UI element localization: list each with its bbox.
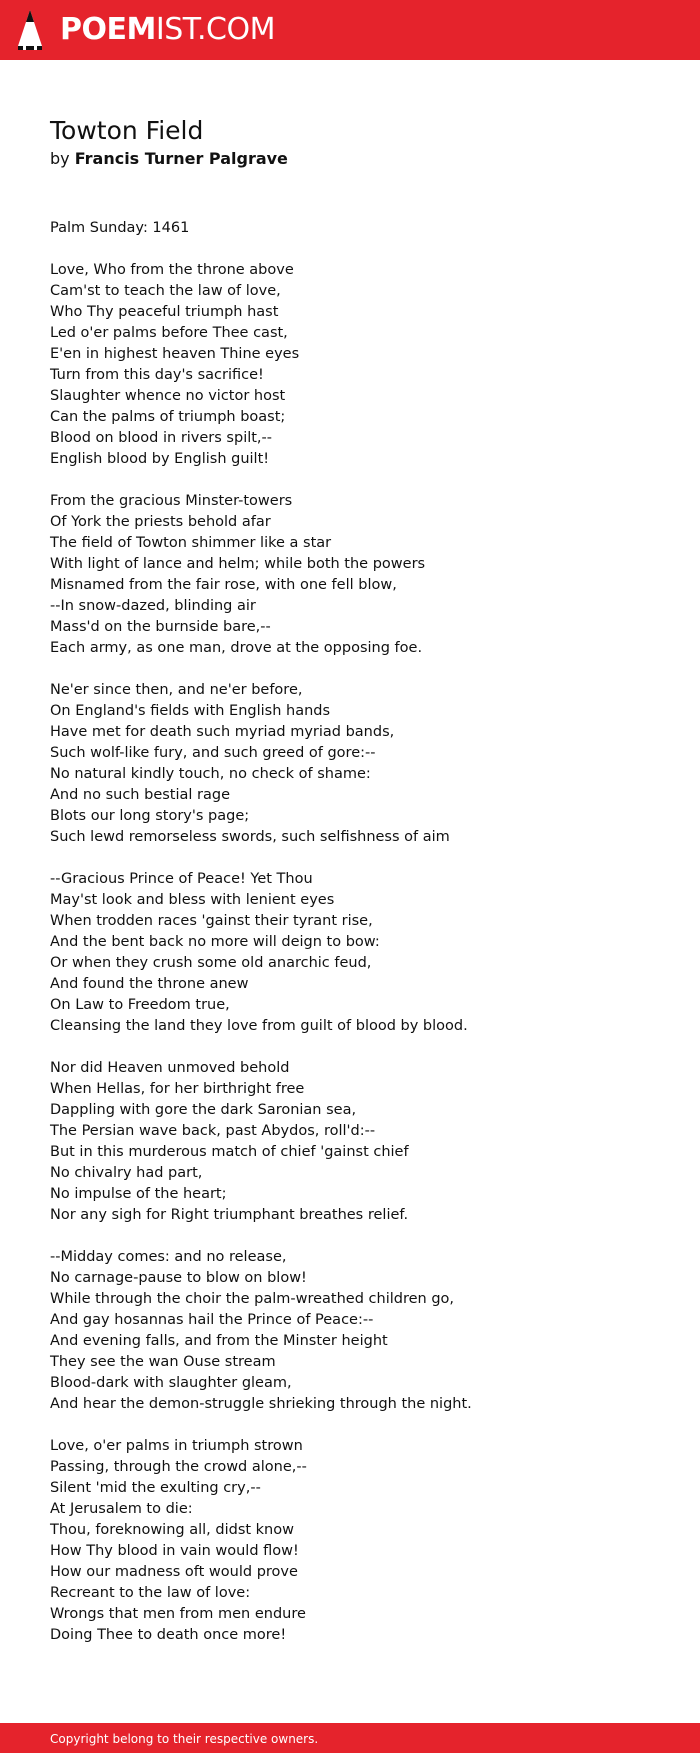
poem-line: On England's fields with English hands: [50, 703, 331, 719]
site-footer: [0, 1723, 700, 1753]
poem-line: Such lewd remorseless swords, such selfishness of aim: [50, 829, 450, 845]
poem-line: No chivalry had part,: [50, 1165, 203, 1181]
poem-author[interactable]: Francis Turner Palgrave: [74, 149, 288, 168]
poem-line: Dappling with gore the dark Saronian sea,: [50, 1102, 357, 1118]
poem-line: They see the wan Ouse stream: [50, 1354, 276, 1370]
poem-line: Love, o'er palms in triumph strown: [50, 1438, 303, 1454]
poem-line: No impulse of the heart;: [50, 1186, 227, 1202]
logo-brand-bold: POEM: [60, 12, 156, 47]
poem-line: Love, Who from the throne above: [50, 262, 294, 278]
stanza-break: [50, 1226, 670, 1247]
copyright-text: Copyright belong to their respective owners.: [50, 1732, 319, 1746]
poem-line: --Gracious Prince of Peace! Yet Thou: [50, 871, 313, 887]
poem-line: Blood-dark with slaughter gleam,: [50, 1375, 292, 1391]
poem-byline: [50, 147, 288, 171]
poem-line: Passing, through the crowd alone,--: [50, 1459, 307, 1475]
poem-line: Of York the priests behold afar: [50, 514, 271, 530]
poem-line: Have met for death such myriad myriad bands,: [50, 724, 395, 740]
poem-line: The Persian wave back, past Abydos, roll'd:--: [50, 1123, 376, 1139]
poem-line: Turn from this day's sacrifice!: [50, 367, 264, 383]
poem-line: Blood on blood in rivers spilt,--: [50, 430, 273, 446]
poem-line: No natural kindly touch, no check of shame:: [50, 766, 371, 782]
poem-line: Recreant to the law of love:: [50, 1585, 251, 1601]
poem-line: With light of lance and helm; while both the powers: [50, 556, 426, 572]
poem-line: May'st look and bless with lenient eyes: [50, 892, 335, 908]
poem-stanza: [50, 260, 670, 470]
poem-line: And gay hosannas hail the Prince of Peace:--: [50, 1312, 374, 1328]
poem-line: But in this murderous match of chief 'gainst chief: [50, 1144, 409, 1160]
poem-line: E'en in highest heaven Thine eyes: [50, 346, 300, 362]
site-logo[interactable]: [60, 11, 275, 49]
poem-line: How Thy blood in vain would flow!: [50, 1543, 299, 1559]
poem-line: Blots our long story's page;: [50, 808, 250, 824]
poem-line: Led o'er palms before Thee cast,: [50, 325, 288, 341]
stanza-break: [50, 1415, 670, 1436]
poem-line: Nor did Heaven unmoved behold: [50, 1060, 290, 1076]
poem-line: And the bent back no more will deign to bow:: [50, 934, 380, 950]
poem-line: How our madness oft would prove: [50, 1564, 298, 1580]
poem-line: The field of Towton shimmer like a star: [50, 535, 332, 551]
poem-line: Such wolf-like fury, and such greed of gore:--: [50, 745, 376, 761]
poem-stanza: [50, 1436, 670, 1646]
poem-body: [50, 218, 670, 1646]
stanza-break: [50, 848, 670, 869]
poem-line: Ne'er since then, and ne'er before,: [50, 682, 303, 698]
poem-line: And evening falls, and from the Minster height: [50, 1333, 388, 1349]
stanza-break: [50, 239, 670, 260]
poem-line: And found the throne anew: [50, 976, 249, 992]
stanza-break: [50, 470, 670, 491]
poem-line: Can the palms of triumph boast;: [50, 409, 286, 425]
poem-line: Mass'd on the burnside bare,--: [50, 619, 271, 635]
pencil-icon[interactable]: [16, 8, 44, 52]
stanza-break: [50, 659, 670, 680]
stanza-break: [50, 1037, 670, 1058]
poem-line: Or when they crush some old anarchic feud,: [50, 955, 372, 971]
by-label: by: [50, 149, 70, 168]
logo-brand-light: IST.COM: [155, 12, 275, 47]
poem-line: Cleansing the land they love from guilt of blood by blood.: [50, 1018, 468, 1034]
poem-line: Wrongs that men from men endure: [50, 1606, 306, 1622]
poem-stanza: [50, 680, 670, 848]
poem-line: From the gracious Minster-towers: [50, 493, 293, 509]
poem-line: Thou, foreknowing all, didst know: [50, 1522, 294, 1538]
poem-stanza: [50, 1247, 670, 1415]
poem-line: And hear the demon-struggle shrieking through the night.: [50, 1396, 472, 1412]
poem-line: Misnamed from the fair rose, with one fell blow,: [50, 577, 397, 593]
site-header: [0, 0, 700, 60]
poem-line: When Hellas, for her birthright free: [50, 1081, 305, 1097]
poem-line: English blood by English guilt!: [50, 451, 270, 467]
poem-line: And no such bestial rage: [50, 787, 230, 803]
poem-stanza: [50, 491, 670, 659]
poem-stanza: [50, 218, 670, 239]
poem-line: Slaughter whence no victor host: [50, 388, 286, 404]
poem-title: Towton Field: [50, 116, 204, 145]
poem-line: --In snow-dazed, blinding air: [50, 598, 256, 614]
poem-line: While through the choir the palm-wreathed children go,: [50, 1291, 455, 1307]
poem-line: Cam'st to teach the law of love,: [50, 283, 281, 299]
poem-line: No carnage-pause to blow on blow!: [50, 1270, 307, 1286]
poem-stanza: [50, 1058, 670, 1226]
poem-line: Who Thy peaceful triumph hast: [50, 304, 279, 320]
poem-line: Silent 'mid the exulting cry,--: [50, 1480, 261, 1496]
poem-line: When trodden races 'gainst their tyrant rise,: [50, 913, 373, 929]
poem-line: Nor any sigh for Right triumphant breathes relief.: [50, 1207, 409, 1223]
poem-stanza: [50, 869, 670, 1037]
poem-line: --Midday comes: and no release,: [50, 1249, 287, 1265]
poem-line: Doing Thee to death once more!: [50, 1627, 287, 1643]
poem-line: Palm Sunday: 1461: [50, 220, 190, 236]
poem-line: On Law to Freedom true,: [50, 997, 230, 1013]
poem-line: Each army, as one man, drove at the opposing foe.: [50, 640, 423, 656]
poem-line: At Jerusalem to die:: [50, 1501, 193, 1517]
